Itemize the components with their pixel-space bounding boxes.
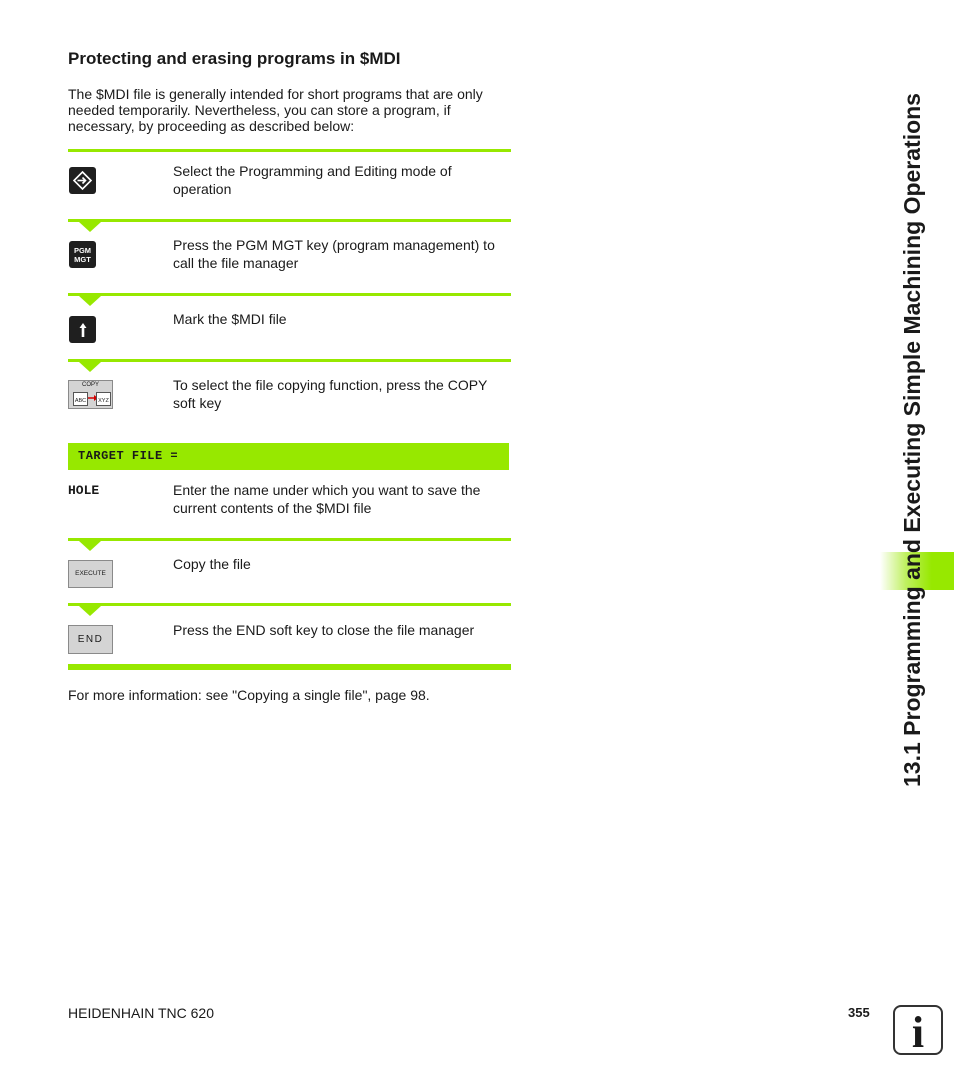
step-divider [68, 538, 511, 541]
target-file-icon: XYZ [96, 392, 111, 406]
intro-paragraph: The $MDI file is generally intended for short programs that are only needed temporarily. Nevertheless, you can store a program, if necessary, by proceeding as described below: [68, 86, 483, 134]
pgm-mgt-key-label: PGM MGT [73, 245, 92, 264]
source-file-icon: ABC [73, 392, 88, 406]
programming-mode-key-icon [69, 167, 96, 194]
section-heading: Protecting and erasing programs in $MDI [68, 49, 401, 68]
info-glyph: i [911, 1008, 925, 1053]
pgm-mgt-key-icon [69, 241, 96, 268]
cross-reference-note: For more information: see "Copying a single file", page 98. [68, 687, 430, 703]
footer-product-name: HEIDENHAIN TNC 620 [68, 1005, 215, 1021]
page-number: 355 [848, 1005, 870, 1020]
chapter-side-title: 13.1 Programming and Executing Simple Machining Operations [899, 93, 925, 787]
down-arrow-icon [79, 222, 101, 232]
execute-softkey-label: EXECUTE [75, 570, 106, 577]
step-divider [68, 219, 511, 222]
arrow-up-key-icon [69, 316, 96, 343]
step-text: Press the END soft key to close the file manager [173, 622, 475, 638]
down-arrow-icon [79, 362, 101, 372]
step-text: Mark the $MDI file [173, 311, 287, 327]
step-text: To select the file copying function, press the COPY soft key [173, 377, 488, 411]
step-text: Copy the file [173, 556, 251, 572]
step-divider [68, 359, 511, 362]
step-divider [68, 293, 511, 296]
step-divider [68, 149, 511, 152]
down-arrow-icon [79, 296, 101, 306]
file-name-entry: HOLE [68, 483, 100, 498]
copy-softkey-label: COPY [81, 382, 99, 388]
step-divider [68, 603, 511, 606]
step-text: Enter the name under which you want to save the current contents of the $MDI file [173, 482, 481, 516]
copy-softkey-icon [68, 380, 113, 409]
step-text: Press the PGM MGT key (program management) to call the file manager [173, 237, 495, 271]
down-arrow-icon [79, 541, 101, 551]
down-arrow-icon [79, 606, 101, 616]
execute-softkey-icon [68, 560, 113, 588]
step-text: Select the Programming and Editing mode of operation [173, 163, 452, 197]
info-icon [893, 1005, 943, 1055]
end-softkey-label: END [77, 634, 104, 645]
steps-end-rule [68, 664, 511, 670]
dialog-prompt-bar [68, 443, 509, 470]
end-softkey-icon [68, 625, 113, 654]
dialog-prompt: TARGET FILE = [78, 449, 179, 463]
